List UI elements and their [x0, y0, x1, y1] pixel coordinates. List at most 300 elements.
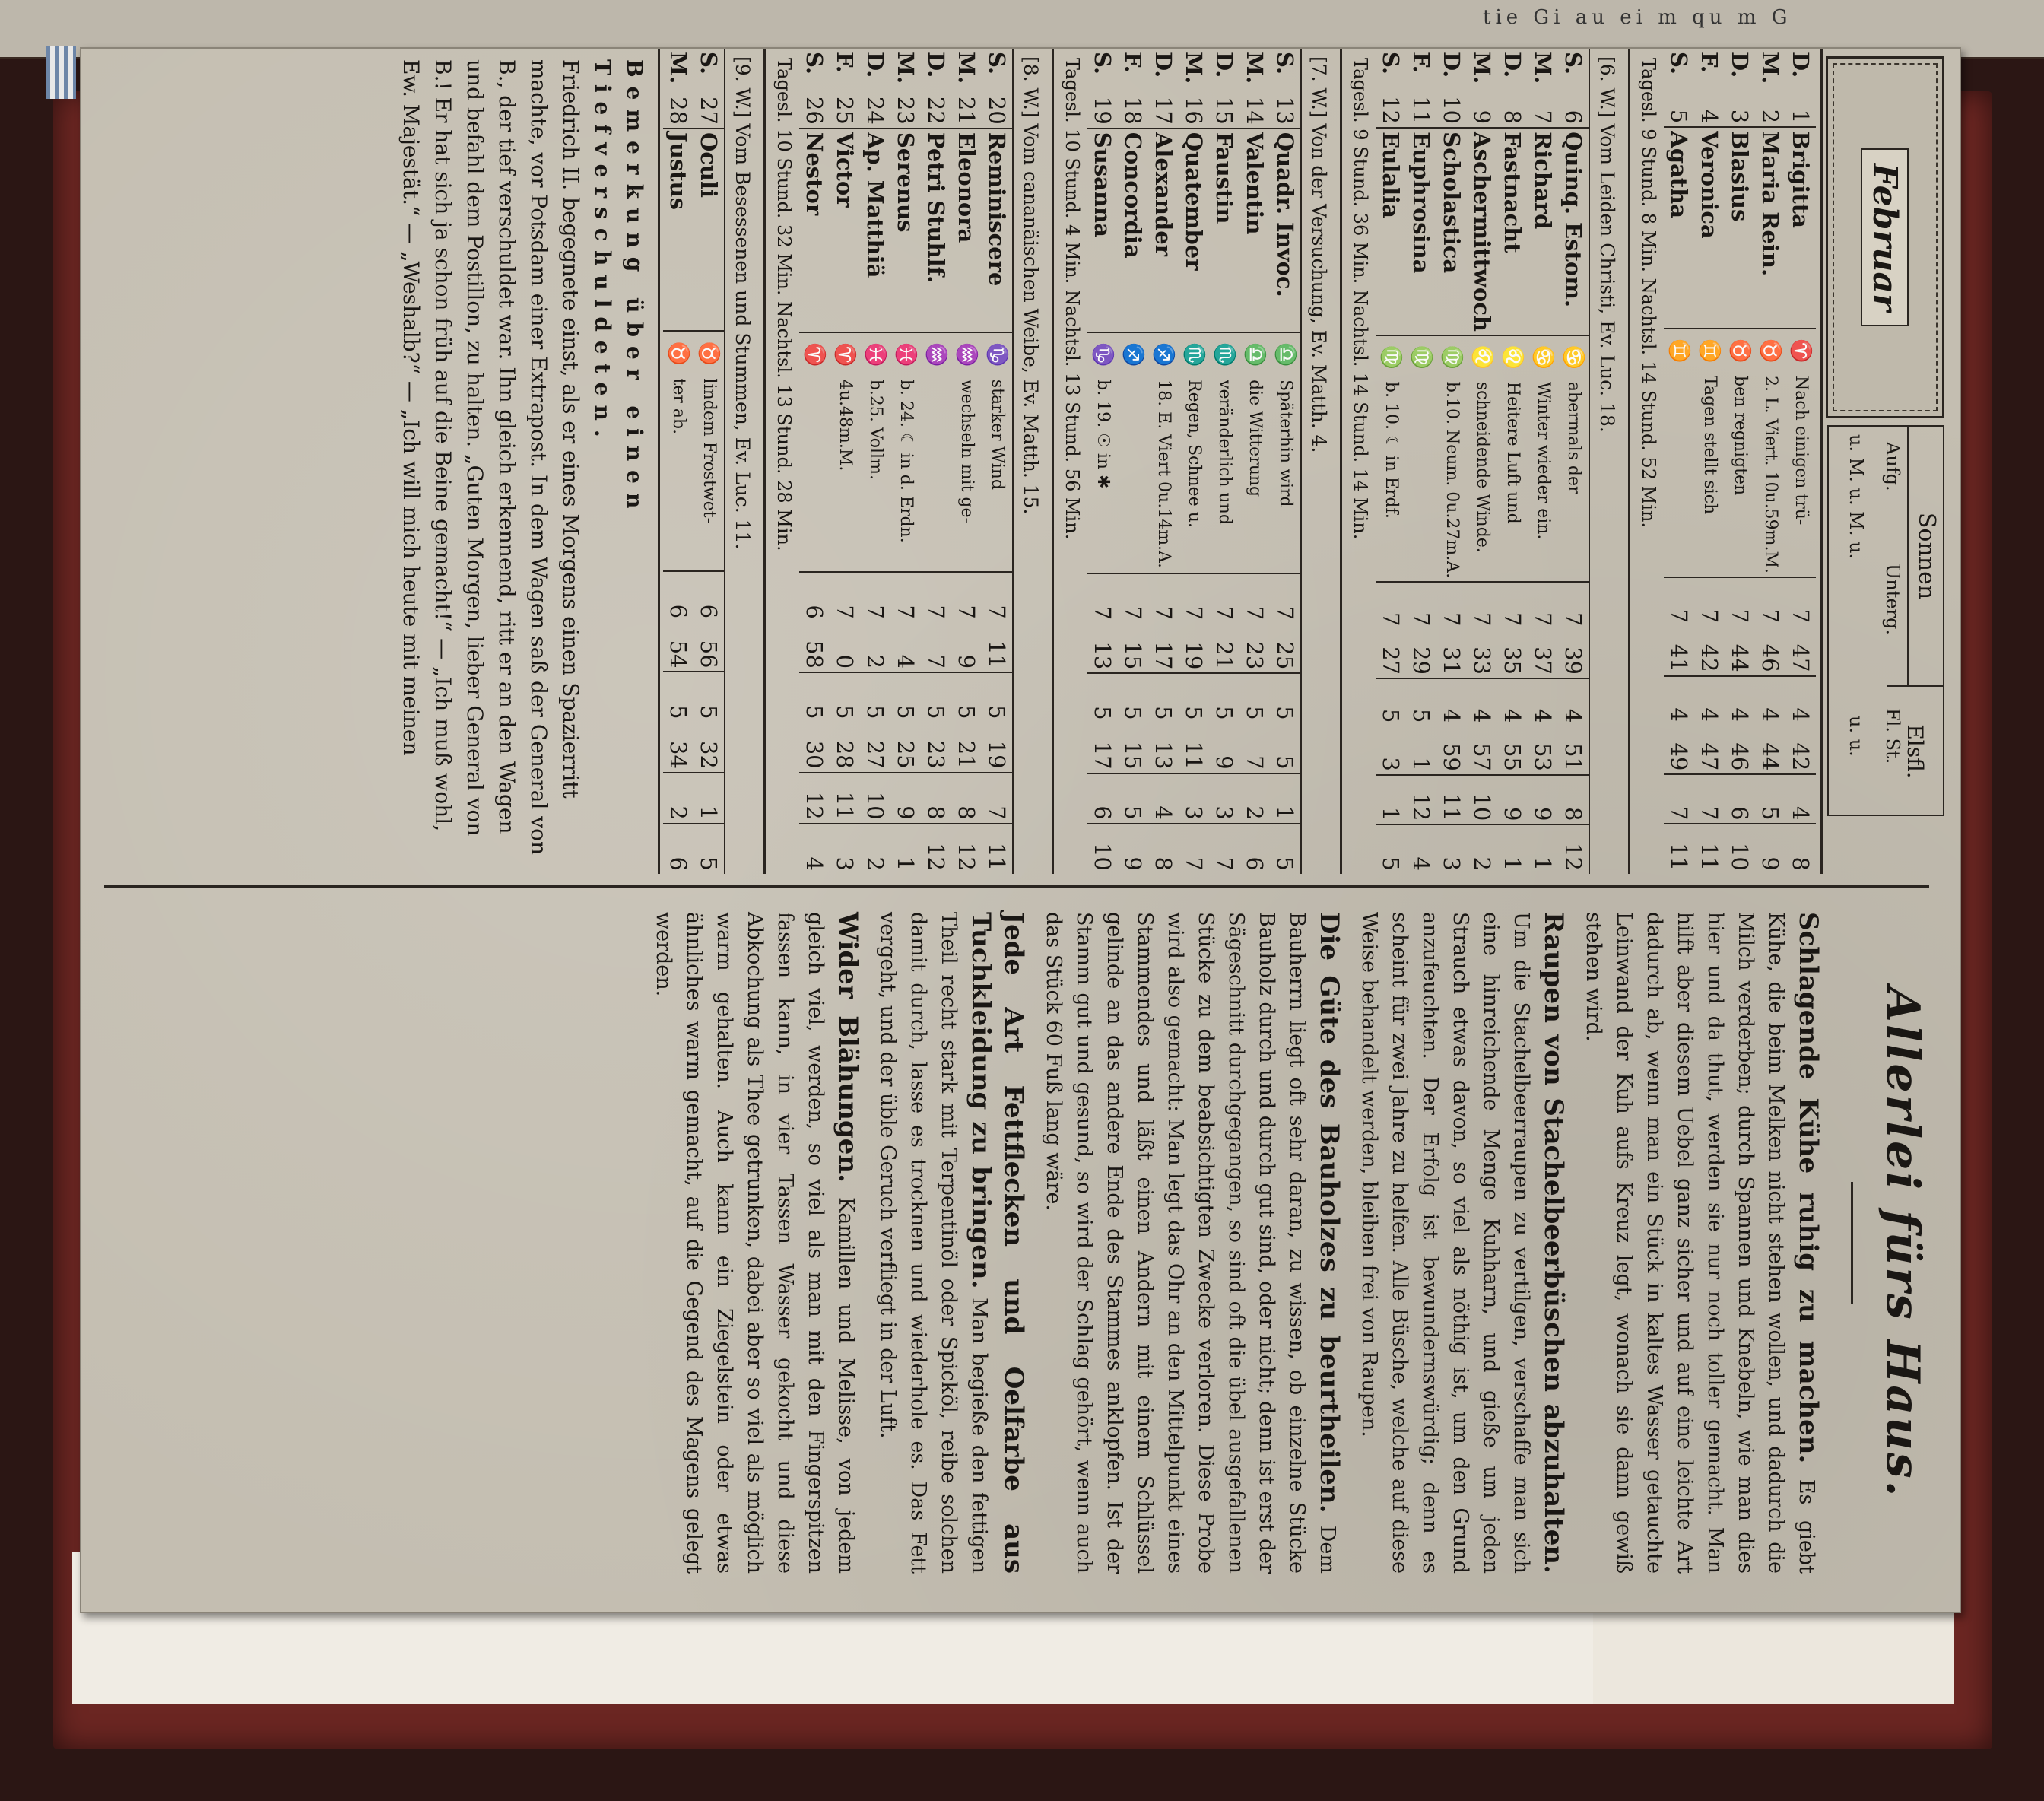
day-number: 19: [1087, 87, 1118, 129]
tide-1: 1: [1376, 775, 1406, 825]
tide-1: 7: [1664, 774, 1694, 824]
tide-1: 5: [1755, 774, 1785, 824]
saint-name: Petri Stuhlf.: [923, 132, 949, 284]
sunrise-min: 2: [862, 654, 888, 669]
sunrise-min: 37: [1530, 646, 1556, 675]
weather-note: wechseln mit ge-: [957, 379, 976, 523]
sunset-hour: 4: [1755, 676, 1785, 725]
sunrise-hour: 7: [1664, 577, 1694, 626]
weather-note: veränderlich und: [1215, 380, 1234, 525]
tide-1: 4: [1148, 773, 1179, 824]
sunrise-hour: 6: [663, 571, 694, 621]
day-number: 3: [1725, 87, 1755, 127]
day-number: 25: [830, 87, 860, 129]
tide-1: 2: [663, 773, 694, 824]
sunset-hour: 5: [1118, 673, 1148, 723]
day-letter: M.: [665, 52, 691, 84]
sunrise-hour: 7: [1179, 573, 1209, 623]
saint-name: Quadr. Invoc.: [1272, 132, 1298, 297]
sunrise-min: 21: [1211, 641, 1237, 670]
saint-name: Oculi: [696, 132, 722, 199]
article: [1349, 904, 1573, 1581]
rise-label: Aufg.: [1882, 442, 1903, 491]
saint-name: Quatember: [1181, 132, 1207, 271]
sunset-hour: 5: [1087, 673, 1118, 723]
weather-note: abermals der: [1564, 381, 1583, 494]
sunrise-hour: 7: [1087, 573, 1118, 623]
saint-name: Maria Rein.: [1757, 131, 1783, 277]
sunset-hour: 4: [1497, 678, 1528, 726]
day-letter: F.: [1120, 52, 1146, 73]
anecdote-heading: Bemerkung über einen Tiefverschuldeten.: [590, 59, 647, 518]
article-heading: Jede Art Fettflecken und Oelfarbe aus Tuchkleidung zu bringen.: [966, 912, 1029, 1574]
day-number: 17: [1148, 87, 1179, 129]
saint-name: Agatha: [1666, 131, 1692, 219]
tide-2: 9: [1755, 824, 1785, 874]
sunset-min: 47: [1696, 742, 1722, 771]
sunrise-min: 42: [1696, 643, 1722, 672]
week-header: [8. W.] Vom cananäischen Weibe, Ev. Matth. 15.: [1012, 49, 1047, 874]
day-number: 2: [1755, 87, 1785, 127]
sunset-hour: 5: [890, 672, 921, 722]
sunset-hour: 4: [1528, 678, 1558, 726]
saint-name: Nestor: [801, 132, 827, 216]
zodiac-sign: ♉: [1725, 329, 1755, 373]
table-row: [694, 49, 724, 874]
sunrise-min: 29: [1408, 646, 1434, 675]
tide-2: 7: [1209, 824, 1239, 874]
zodiac-sign: ♒: [921, 332, 951, 376]
table-row: [1467, 49, 1497, 874]
day-letter: S.: [1090, 52, 1116, 75]
article-body: Es giebt Kühe, die beim Melken nicht stehen wollen, und dadurch die Milch verderben; durch Spannen und Knebeln, wie man dies hier und da thut, werden sie nur noch toller gemacht. Man hilft aber diesem Uebel ganz sicher und auf eine leichte Art dadurch ab, wenn man ein Stück in kaltes Wasser getauchte Leinwand der Kuh aufs Kreuz legt, wonach sie dann gewiß stehen wird.: [1582, 912, 1818, 1574]
day-letter: S.: [1666, 52, 1692, 75]
sunrise-hour: 7: [982, 572, 1012, 621]
weather-note: Nach einigen trü-: [1792, 375, 1811, 526]
sun-group-label: Sonnen: [1907, 427, 1940, 685]
tide-2: 10: [1087, 824, 1118, 874]
household-column: [81, 904, 1960, 1581]
day-letter: D.: [1211, 52, 1237, 78]
sunrise-min: 33: [1469, 646, 1495, 675]
tide-2: 5: [1376, 824, 1406, 874]
zodiac-sign: ♋: [1558, 335, 1589, 379]
zodiac-sign: ♑: [982, 332, 1012, 376]
sunset-hour: 4: [1694, 676, 1725, 725]
zodiac-sign: ♎: [1270, 332, 1300, 376]
anecdote: [387, 49, 658, 874]
table-row: [1148, 49, 1179, 874]
zodiac-sign: ♒: [951, 332, 982, 376]
sunrise-min: 7: [923, 654, 949, 669]
day-number: 24: [860, 87, 890, 129]
day-number: 14: [1239, 87, 1270, 129]
day-number: 13: [1270, 87, 1300, 129]
tide-2: 2: [860, 824, 890, 874]
weather-note: Tagen stellt sich: [1700, 375, 1719, 515]
tide-2: 11: [1694, 824, 1725, 874]
tide-1: 7: [1694, 774, 1725, 824]
days-table: [663, 49, 724, 874]
sunrise-min: 11: [984, 640, 1010, 669]
zodiac-sign: ♈: [799, 332, 830, 376]
sunrise-hour: 7: [1209, 573, 1239, 623]
sunrise-hour: 7: [1528, 582, 1558, 629]
day-letter: M.: [893, 52, 919, 84]
day-length: Tagesl. 9 Stund. 36 Min. Nachtsl. 14 Stund. 14 Min.: [1350, 58, 1371, 540]
sunrise-min: 58: [801, 640, 827, 669]
article-body: Dem Bauherrn liegt oft sehr daran, zu wissen, ob einzelne Stücke Bauholz durch und durch gut sind, oder nicht; denn ist erst der Sägeschnitt durchgegangen, so sind oft die übel ausgefallenen Stücke zu dem beabsichtigten Zwecke verloren. Diese Probe wird also gemacht: Man legt das Ohr an den Mittelpunkt eines Stammendes und läßt einen Andern mit einem Schlüssel gelinde an das andere Ende des Stammes anklopfen. Ist der Stamm gut und gesund, so wird der Schlag gehört, wenn auch das Stück 60 Fuß lang wäre.: [1042, 912, 1339, 1574]
title-rule: [1851, 1182, 1853, 1304]
sunset-min: 5: [1272, 755, 1298, 770]
tide-2: 2: [1467, 824, 1497, 874]
table-row: [663, 49, 694, 874]
day-letter: S.: [696, 52, 722, 75]
tide-2: 11: [982, 824, 1012, 874]
sunset-min: 59: [1439, 742, 1465, 771]
week-block: [1052, 49, 1340, 874]
article-body: Um die Stachelbeerraupen zu vertilgen, verschaffe man sich eine hinreichende Menge Kuhharn, und gieße um jeden Strauch etwas davon, so viel als nöthig ist, um den Grund anzufeuchten. Der Erfolg ist bewundernswürdig; denn es scheint für zwei Jahre zu helfen. Alle Büsche, welche auf diese Weise behandelt werden, bleiben frei von Raupen.: [1357, 912, 1533, 1574]
table-row: [1087, 49, 1118, 874]
tide-2: 8: [1148, 824, 1179, 874]
right-group-label: Elsfl.: [1887, 685, 1943, 816]
table-row: [1239, 49, 1270, 874]
zodiac-sign: ♍: [1376, 335, 1406, 379]
tide-1: 7: [982, 773, 1012, 824]
tide-1: 11: [830, 773, 860, 824]
tide-2: 5: [694, 824, 724, 874]
sunrise-min: 31: [1439, 646, 1465, 675]
day-letter: M.: [1469, 52, 1495, 84]
table-row: [1694, 49, 1725, 874]
sunrise-hour: 6: [799, 572, 830, 621]
sunset-hour: 5: [982, 672, 1012, 722]
article: [1033, 904, 1349, 1581]
day-letter: M.: [1181, 52, 1207, 84]
weather-note: [1664, 373, 1694, 577]
tide-1: 6: [1087, 773, 1118, 824]
sunrise-hour: 7: [830, 572, 860, 621]
table-row: [799, 49, 830, 874]
saint-name: Blasius: [1727, 131, 1753, 222]
saint-name: Fastnacht: [1500, 132, 1525, 253]
sunset-hour: 4: [1467, 678, 1497, 726]
weather-note: ben regnigten: [1731, 375, 1750, 496]
sunset-min: 27: [862, 740, 888, 769]
saint-name: Susanna: [1090, 132, 1116, 237]
sunset-hour: 4: [1785, 676, 1816, 725]
sunrise-hour: 7: [1239, 573, 1270, 623]
article: [1573, 904, 1828, 1581]
sunrise-min: 25: [1272, 641, 1298, 670]
table-row: [1436, 49, 1467, 874]
sunset-min: 34: [665, 741, 691, 769]
sunrise-min: 9: [954, 654, 979, 669]
sunset-min: 30: [801, 740, 827, 769]
sunset-hour: 5: [663, 672, 694, 722]
saint-name: Serenus: [893, 132, 919, 233]
day-letter: M.: [1530, 52, 1556, 84]
zodiac-sign: ♓: [860, 332, 890, 376]
day-number: 12: [1376, 87, 1406, 128]
sunset-min: 28: [832, 740, 858, 769]
zodiac-sign: ♏: [1179, 332, 1209, 376]
saint-name: Justus: [665, 132, 691, 210]
sunrise-hour: 7: [1406, 582, 1436, 629]
calendar-column: [81, 49, 1960, 874]
saint-name: Eleonora: [954, 132, 979, 243]
sunset-hour: 4: [1725, 676, 1755, 725]
sunset-hour: 5: [1209, 673, 1239, 723]
sunset-hour: 5: [694, 672, 724, 722]
weather-note: b.25. Vollm.: [866, 379, 885, 480]
week-block: [1628, 49, 1820, 874]
month-name: Februar: [1862, 148, 1909, 326]
week-header: [9. W.] Vom Besessenen und Stummen, Ev. Luc. 11.: [724, 49, 759, 874]
sunrise-hour: 7: [1785, 577, 1816, 626]
anecdote-text: Friedrich II. begegnete einst, als er eines Morgens einen Spazierritt machte, vor Potsdam einer Extrapost. In dem Wagen saß der General von B., der tief verschuldet war. Ihn gleich erkennend, ritt er an den Wagen und befahl dem Postillon, zu halten. „Guten Morgen, lieber General von B.! Er hat sich ja schon früh auf die Beine gemacht!“ — „Ich muß wohl, Ew. Majestät.“ — „Weshalb?“ — „Ich will mich heute mit meinen: [398, 59, 583, 856]
weather-note: lindem Frostwet-: [700, 378, 719, 524]
sunrise-min: 56: [696, 640, 722, 669]
zodiac-sign: ♏: [1209, 332, 1239, 376]
day-number: 4: [1694, 87, 1725, 127]
article-heading: Die Güte des Bauholzes zu beurtheilen.: [1314, 912, 1344, 1514]
article-heading: Wider Blähungen.: [833, 912, 863, 1183]
sunrise-hour: 6: [694, 571, 724, 621]
saint-name: Scholastica: [1439, 132, 1465, 274]
tide-1: 1: [1270, 773, 1300, 824]
tide-2: 12: [951, 824, 982, 874]
zodiac-sign: ♉: [1755, 329, 1785, 373]
sunset-hour: 4: [1664, 676, 1694, 725]
sunrise-min: 13: [1090, 641, 1116, 670]
tide-1: 12: [799, 773, 830, 824]
sunrise-min: 27: [1378, 646, 1404, 675]
sunset-min: 1: [1408, 757, 1434, 771]
day-number: 18: [1118, 87, 1148, 129]
sunrise-hour: 7: [1148, 573, 1179, 623]
sunrise-min: 0: [832, 654, 858, 669]
days-table: [1087, 49, 1300, 874]
tide-2: 10: [1725, 824, 1755, 874]
table-row: [1376, 49, 1406, 874]
sunrise-min: 54: [665, 640, 691, 669]
sunrise-hour: 7: [951, 572, 982, 621]
day-number: 22: [921, 87, 951, 129]
day-number: 5: [1664, 87, 1694, 127]
day-letter: S.: [801, 52, 827, 75]
sunrise-hour: 7: [1558, 582, 1589, 629]
table-row: [1497, 49, 1528, 874]
sunset-hour: 5: [1179, 673, 1209, 723]
day-number: 10: [1436, 87, 1467, 128]
sunset-hour: 4: [1436, 678, 1467, 726]
article-heading: Schlagende Kühe ruhig zu machen.: [1793, 912, 1823, 1464]
zodiac-sign: ♓: [890, 332, 921, 376]
day-length: Tagesl. 9 Stund. 8 Min. Nachtsl. 14 Stund. 52 Min.: [1638, 58, 1659, 529]
tide-2: 12: [1558, 824, 1589, 874]
sunrise-min: 19: [1181, 641, 1207, 670]
saint-name: Valentin: [1242, 132, 1268, 235]
binding-thread: [46, 46, 76, 99]
saint-name: Brigitta: [1788, 131, 1814, 228]
day-number: 15: [1209, 87, 1239, 129]
article-heading: Raupen von Stachelbeerbüschen abzuhalten.: [1538, 912, 1569, 1574]
day-number: 16: [1179, 87, 1209, 129]
units-right: u. u.: [1846, 716, 1867, 757]
table-row: [1755, 49, 1785, 874]
sunrise-hour: 7: [1694, 577, 1725, 626]
saint-name: Victor: [832, 132, 858, 208]
sunrise-hour: 7: [1436, 582, 1467, 629]
tide-1: 10: [860, 773, 890, 824]
table-row: [860, 49, 890, 874]
day-number: 23: [890, 87, 921, 129]
sunrise-hour: 7: [860, 572, 890, 621]
tide-1: 11: [1436, 775, 1467, 825]
day-letter: M.: [1757, 52, 1783, 84]
day-number: 7: [1528, 87, 1558, 128]
table-row: [982, 49, 1012, 874]
week-block: [763, 49, 1052, 874]
article: [643, 904, 868, 1581]
column-divider: [104, 885, 1929, 888]
sunset-hour: 5: [1148, 673, 1179, 723]
weather-note: schneidende Winde.: [1473, 381, 1492, 553]
day-letter: D.: [1788, 52, 1814, 78]
day-letter: D.: [923, 52, 949, 78]
saint-name: Veronica: [1696, 131, 1722, 239]
day-letter: D.: [1500, 52, 1525, 78]
table-row: [951, 49, 982, 874]
article: [868, 904, 1033, 1581]
sunset-min: 55: [1500, 742, 1525, 771]
sunset-min: 13: [1151, 741, 1176, 770]
weather-note: starker Wind: [988, 379, 1007, 490]
sunset-min: 32: [696, 741, 722, 769]
table-row: [1558, 49, 1589, 874]
week-header: [7. W.] Von der Versuchung, Ev. Matth. 4.: [1300, 49, 1335, 874]
saint-name: Reminiscere: [984, 132, 1010, 287]
tide-2: 3: [1436, 824, 1467, 874]
sunrise-min: 23: [1242, 641, 1268, 670]
tide-2: 1: [890, 824, 921, 874]
article-body: Man begieße den fettigen Theil recht stark mit Terpentinöl oder Spicköl, reibe solchen damit durch, lasse es trocknen und wiederhole es. Das Fett vergeht, und der üble Geruch verfliegt in der Luft.: [876, 912, 991, 1574]
tide-2: 4: [799, 824, 830, 874]
zodiac-sign: ♊: [1694, 329, 1725, 373]
table-row: [890, 49, 921, 874]
weather-note: 4u.48m.M.: [836, 379, 855, 472]
right-sub-label: Fl. St.: [1882, 708, 1903, 764]
weather-note: b.10. Neum. 0u.27m.A.: [1443, 381, 1462, 579]
sunset-min: 15: [1120, 741, 1146, 770]
sunrise-min: 47: [1788, 643, 1814, 672]
day-number: 9: [1467, 87, 1497, 128]
sunrise-min: 17: [1151, 641, 1176, 670]
weather-note: Späterhin wird: [1276, 380, 1295, 507]
table-row: [1785, 49, 1816, 874]
tide-1: 9: [1497, 775, 1528, 825]
day-number: 6: [1558, 87, 1589, 128]
sunset-hour: 5: [1406, 678, 1436, 726]
day-number: 26: [799, 87, 830, 129]
rotated-page-content: [81, 49, 1960, 1600]
sunrise-hour: 7: [1497, 582, 1528, 629]
zodiac-sign: ♍: [1406, 335, 1436, 379]
tide-2: 7: [1179, 824, 1209, 874]
table-row: [830, 49, 860, 874]
tide-1: 9: [1528, 775, 1558, 825]
saint-name: Aschermittwoch: [1469, 132, 1495, 332]
saint-name: Concordia: [1120, 132, 1146, 259]
zodiac-sign: ♈: [830, 332, 860, 376]
almanac-page: [80, 47, 1961, 1613]
sunrise-hour: 7: [1755, 577, 1785, 626]
sunrise-hour: 7: [1118, 573, 1148, 623]
sunset-min: 23: [923, 740, 949, 769]
day-number: 20: [982, 87, 1012, 129]
weather-note: b. 24. ☾ in d. Erdn.: [897, 379, 916, 543]
sunrise-min: 39: [1560, 646, 1586, 675]
weather-note: b. 10. ☾ in Erdf.: [1382, 381, 1401, 519]
sunset-hour: 5: [830, 672, 860, 722]
table-row: [1664, 49, 1694, 874]
zodiac-sign: ♌: [1497, 335, 1528, 379]
sunset-hour: 5: [921, 672, 951, 722]
tide-1: 6: [1725, 774, 1755, 824]
weather-note: [1118, 376, 1148, 573]
sunrise-min: 15: [1120, 641, 1146, 670]
day-number: 8: [1497, 87, 1528, 128]
sunrise-hour: 7: [890, 572, 921, 621]
tide-2: 12: [921, 824, 951, 874]
saint-name: Faustin: [1211, 132, 1237, 224]
table-row: [1179, 49, 1209, 874]
tide-2: 1: [1528, 824, 1558, 874]
articles-container: [643, 904, 1828, 1581]
zodiac-sign: ♎: [1239, 332, 1270, 376]
tide-2: 6: [1239, 824, 1270, 874]
tide-2: 8: [1785, 824, 1816, 874]
weather-note: [921, 376, 951, 573]
day-letter: S.: [1378, 52, 1404, 75]
table-row: [1209, 49, 1239, 874]
sunset-min: 11: [1181, 741, 1207, 770]
tide-1: 2: [1239, 773, 1270, 824]
sunset-min: 53: [1530, 742, 1556, 771]
table-row: [1270, 49, 1300, 874]
table-row: [1118, 49, 1148, 874]
tide-1: 8: [1558, 775, 1589, 825]
sunset-min: 21: [954, 740, 979, 769]
tide-2: 4: [1406, 824, 1436, 874]
sunset-min: 44: [1757, 742, 1783, 771]
saint-name: Richard: [1530, 132, 1556, 230]
weather-note: Heitere Luft und: [1503, 381, 1522, 524]
days-table: [1664, 49, 1816, 874]
zodiac-sign: ♌: [1467, 335, 1497, 379]
sunset-min: 25: [893, 740, 919, 769]
tide-2: 11: [1664, 824, 1694, 874]
day-letter: F.: [832, 52, 858, 73]
set-label: Unterg.: [1882, 564, 1903, 635]
tide-1: 12: [1406, 775, 1436, 825]
day-number: 11: [1406, 87, 1436, 128]
sunset-min: 19: [984, 740, 1010, 769]
weather-note: die Witterung: [1246, 380, 1265, 497]
saint-name: Euphrosina: [1408, 132, 1434, 274]
sunrise-hour: 7: [1376, 582, 1406, 629]
